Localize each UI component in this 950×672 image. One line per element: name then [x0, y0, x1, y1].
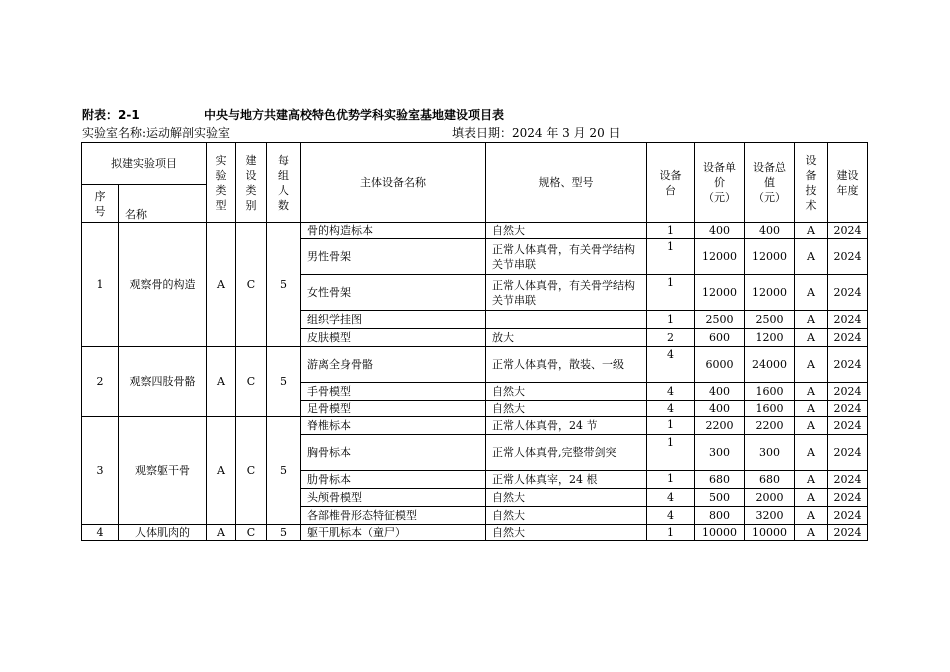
tech-level: A	[795, 239, 828, 275]
header-build-type: 建设类别	[236, 143, 267, 223]
unit-price: 12000	[695, 239, 745, 275]
equipment-name: 游离全身骨骼	[301, 347, 486, 383]
tech-level: A	[795, 507, 828, 525]
project-build-type: C	[236, 525, 267, 541]
project-lab-type: A	[207, 347, 236, 417]
build-year: 2024	[828, 347, 868, 383]
unit-price: 680	[695, 471, 745, 489]
project-seq: 1	[82, 223, 119, 347]
table-title: 中央与地方共建高校特色优势学科实验室基地建设项目表	[204, 108, 505, 122]
tech-level: A	[795, 471, 828, 489]
build-year: 2024	[828, 383, 868, 401]
tech-level: A	[795, 525, 828, 541]
equipment-qty: 1	[647, 417, 695, 435]
equipment-spec: 正常人体真骨,完整带剑突	[486, 435, 647, 471]
total-value: 2200	[745, 417, 795, 435]
equipment-qty: 1	[647, 239, 695, 275]
equipment-name: 女性骨架	[301, 275, 486, 311]
equipment-name: 男性骨架	[301, 239, 486, 275]
equipment-name: 组织学挂图	[301, 311, 486, 329]
header-lab-type: 实验类型	[207, 143, 236, 223]
total-value: 24000	[745, 347, 795, 383]
equipment-qty: 4	[647, 347, 695, 383]
build-year: 2024	[828, 275, 868, 311]
header-year: 建设年度	[828, 143, 868, 223]
build-year: 2024	[828, 223, 868, 239]
table-number: 附表：2-1	[82, 108, 140, 122]
project-lab-type: A	[207, 525, 236, 541]
unit-price: 2200	[695, 417, 745, 435]
equipment-qty: 4	[647, 507, 695, 525]
total-value: 12000	[745, 239, 795, 275]
tech-level: A	[795, 223, 828, 239]
total-value: 3200	[745, 507, 795, 525]
total-value: 1600	[745, 383, 795, 401]
build-year: 2024	[828, 417, 868, 435]
equipment-qty: 1	[647, 223, 695, 239]
tech-level: A	[795, 275, 828, 311]
unit-price: 400	[695, 223, 745, 239]
build-year: 2024	[828, 435, 868, 471]
project-build-type: C	[236, 417, 267, 525]
equipment-spec: 自然大	[486, 525, 647, 541]
equipment-qty: 4	[647, 383, 695, 401]
equipment-spec: 正常人体真骨，24 节	[486, 417, 647, 435]
unit-price: 6000	[695, 347, 745, 383]
equipment-name: 脊椎标本	[301, 417, 486, 435]
project-name: 观察躯干骨	[119, 417, 207, 525]
project-group-size: 5	[267, 347, 301, 417]
header-qty: 设备台	[647, 143, 695, 223]
equipment-qty: 1	[647, 275, 695, 311]
total-value: 10000	[745, 525, 795, 541]
header-group-size: 每组人数	[267, 143, 301, 223]
total-value: 1600	[745, 401, 795, 417]
tech-level: A	[795, 489, 828, 507]
build-year: 2024	[828, 239, 868, 275]
tech-level: A	[795, 417, 828, 435]
total-value: 400	[745, 223, 795, 239]
build-year: 2024	[828, 311, 868, 329]
equipment-qty: 1	[647, 471, 695, 489]
header-project: 拟建实验项目	[82, 143, 207, 185]
equipment-spec: 放大	[486, 329, 647, 347]
tech-level: A	[795, 435, 828, 471]
tech-level: A	[795, 311, 828, 329]
table-row	[82, 525, 868, 541]
header-name: 名称	[119, 185, 207, 223]
equipment-name: 骨的构造标本	[301, 223, 486, 239]
header-tech: 设备技术	[795, 143, 828, 223]
project-lab-type: A	[207, 223, 236, 347]
equipment-name: 皮肤模型	[301, 329, 486, 347]
unit-price: 800	[695, 507, 745, 525]
project-seq: 3	[82, 417, 119, 525]
tech-level: A	[795, 401, 828, 417]
header-seq: 序号	[82, 185, 119, 223]
equipment-name: 头颅骨模型	[301, 489, 486, 507]
total-value: 1200	[745, 329, 795, 347]
total-value: 2500	[745, 311, 795, 329]
project-group-size: 5	[267, 223, 301, 347]
equipment-name: 躯干肌标本（童尸）	[301, 525, 486, 541]
equipment-qty: 1	[647, 311, 695, 329]
total-value: 2000	[745, 489, 795, 507]
project-lab-type: A	[207, 417, 236, 525]
project-seq: 4	[82, 525, 119, 541]
equipment-name: 手骨模型	[301, 383, 486, 401]
build-year: 2024	[828, 525, 868, 541]
equipment-spec: 自然大	[486, 401, 647, 417]
build-year: 2024	[828, 507, 868, 525]
equipment-qty: 4	[647, 401, 695, 417]
total-value: 680	[745, 471, 795, 489]
build-year: 2024	[828, 489, 868, 507]
project-name: 观察骨的构造	[119, 223, 207, 347]
unit-price: 600	[695, 329, 745, 347]
tech-level: A	[795, 329, 828, 347]
unit-price: 2500	[695, 311, 745, 329]
build-year: 2024	[828, 401, 868, 417]
unit-price: 300	[695, 435, 745, 471]
equipment-qty: 4	[647, 489, 695, 507]
project-build-type: C	[236, 347, 267, 417]
equipment-name: 胸骨标本	[301, 435, 486, 471]
equipment-spec: 正常人体真宰，24 根	[486, 471, 647, 489]
equipment-name: 肋骨标本	[301, 471, 486, 489]
tech-level: A	[795, 347, 828, 383]
equipment-qty: 1	[647, 435, 695, 471]
fill-date: 填表日期：2024 年 3 月 20 日	[452, 126, 621, 140]
equipment-spec: 自然大	[486, 507, 647, 525]
header-equipment: 主体设备名称	[301, 143, 486, 223]
equipment-spec: 正常人体真骨，有关骨学结构关节串联	[486, 239, 647, 275]
unit-price: 12000	[695, 275, 745, 311]
equipment-qty: 2	[647, 329, 695, 347]
project-group-size: 5	[267, 525, 301, 541]
project-seq: 2	[82, 347, 119, 417]
table-row	[82, 347, 868, 383]
project-group-size: 5	[267, 417, 301, 525]
equipment-spec: 自然大	[486, 223, 647, 239]
equipment-spec	[486, 311, 647, 329]
total-value: 12000	[745, 275, 795, 311]
project-name: 人体肌肉的	[119, 525, 207, 541]
equipment-name: 足骨模型	[301, 401, 486, 417]
table-row	[82, 417, 868, 435]
project-build-type: C	[236, 223, 267, 347]
equipment-spec: 自然大	[486, 383, 647, 401]
meta-row	[82, 124, 862, 141]
header-spec: 规格、型号	[486, 143, 647, 223]
equipment-qty: 1	[647, 525, 695, 541]
header-unit-price: 设备单价（元）	[695, 143, 745, 223]
equipment-spec: 自然大	[486, 489, 647, 507]
unit-price: 400	[695, 401, 745, 417]
unit-price: 500	[695, 489, 745, 507]
lab-name: 实验室名称:运动解剖实验室	[82, 126, 231, 140]
header-total: 设备总值（元）	[745, 143, 795, 223]
equipment-name: 各部椎骨形态特征模型	[301, 507, 486, 525]
build-year: 2024	[828, 329, 868, 347]
project-table	[81, 142, 868, 541]
table-row	[82, 223, 868, 239]
unit-price: 10000	[695, 525, 745, 541]
build-year: 2024	[828, 471, 868, 489]
unit-price: 400	[695, 383, 745, 401]
equipment-spec: 正常人体真骨，有关骨学结构关节串联	[486, 275, 647, 311]
equipment-spec: 正常人体真骨，散装、一级	[486, 347, 647, 383]
tech-level: A	[795, 383, 828, 401]
total-value: 300	[745, 435, 795, 471]
project-name: 观察四肢骨骼	[119, 347, 207, 417]
table-caption	[82, 106, 505, 123]
